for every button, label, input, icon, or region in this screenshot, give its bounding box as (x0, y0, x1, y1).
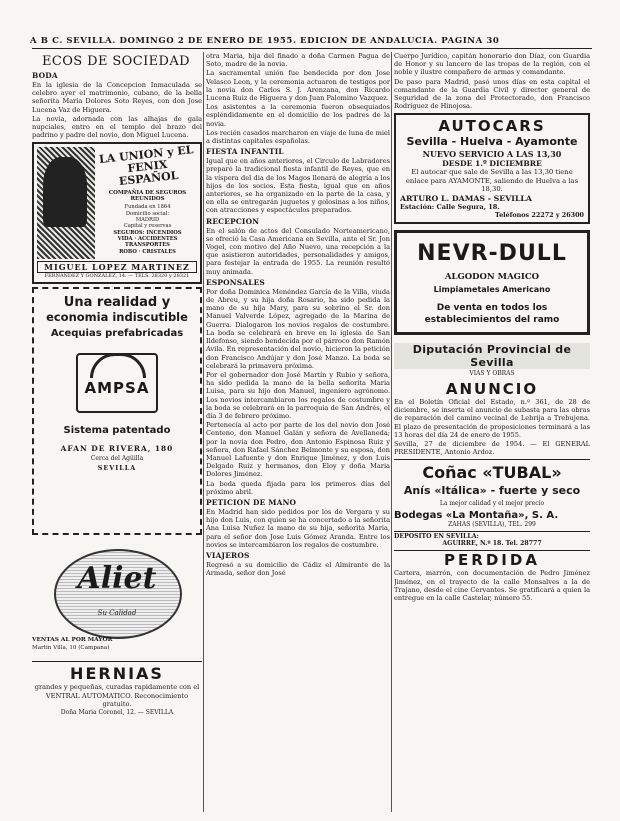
column-right (394, 52, 590, 817)
bird-icon (43, 157, 87, 227)
section-heading: RECEPCION (206, 216, 260, 226)
ad-line: ROBO · CRISTALES (119, 248, 176, 255)
section-heading: PETICION DE MANO (206, 497, 297, 507)
ad-ampsa (32, 287, 202, 535)
section-heading: BODA (32, 71, 58, 80)
section-heading: FIESTA INFANTIL (206, 147, 284, 157)
article-text: Pertenecía al acto por parte de los del novio don José Centeno, don Manuel Galán y señora de Avellaneda; por la novia don Pedro, don Antonio Espinosa Ruiz y señora, don Rafael Sánchez Belmonte y su esposa, don Manuel Lafuente y don Enrique Jiménez, y don Luis Delgado Ruiz y hermanos, don Eloy y doña Maria Dolores Jiménez. (206, 421, 390, 479)
ad-line: Domicilio social: (125, 210, 170, 217)
article-text: Los recién casados marcharon en viaje de luna de miel a distintas capitales españolas. (206, 128, 390, 146)
ad-near: Cerca del Agüilla (90, 455, 144, 463)
ad-bodegas: Bodegas «La Montaña», S. A. (394, 510, 559, 522)
ad-line: SEGUROS: INCENDIOS (113, 229, 182, 236)
article-text: La boda queda fijada para los primeros días del próximo abril. (206, 479, 390, 496)
ad-route: Sevilla - Huelva - Ayamonte (406, 135, 578, 149)
article-text: En el salón de actos del Consulado Norteamericano, se ofreció la Casa Americana en Sevilla, ante el Sr. Jon Vogel, con motivo del Año Nuevo, una recepción a la que asistieron autoridades, personalidades y amigos, para festejar la entrada de 1955. La reunión resultó muy animada. (206, 226, 390, 276)
arch-icon (90, 353, 146, 378)
ad-title: HERNIAS (70, 664, 164, 684)
ad-date: DESDE 1.º DICIEMBRE (442, 159, 542, 169)
ad-line: VIDA · ACCIDENTES (117, 235, 178, 242)
ad-diputacion (394, 343, 590, 377)
page-header: A B C. SEVILLA. DOMINGO 2 DE ENERO DE 1955. EDICION DE ANDALUCIA. PAGINA 30 (30, 36, 500, 46)
ad-line: AGUIRRE, N.º 18. Tel. 28777 (442, 540, 542, 548)
ad-address: ZAHAS (SEVILLA), TEL. 299 (448, 521, 536, 529)
ad-slogan: Su Calidad (97, 609, 137, 618)
logo-text: AMPSA (84, 379, 150, 398)
column-middle (206, 52, 390, 814)
column-left (32, 52, 202, 817)
ad-conac (394, 459, 590, 528)
ad-phones: Teléfonos 22272 y 26300 (495, 211, 584, 220)
ad-brand: LA UNION y EL FENIX ESPAÑOL (98, 143, 194, 189)
ad-sale: De venta en todos los establecimientos del ramo (424, 303, 560, 326)
section-title: ECOS DE SOCIEDAD (42, 54, 190, 69)
article-text: En la iglesia de la Concepcion Inmaculada se celebro ayer el matrimonio, cubano, de la bella señorita Maria Dolores Soto Reyes, con don Jose Lucena Vaz de Higuera. (32, 81, 202, 114)
ad-title: Diputación Provincial de Sevilla (394, 343, 590, 369)
ad-headline: Acequias prefabricadas (50, 328, 184, 340)
ad-headline: Una realidad y (63, 295, 171, 311)
ad-sales-address: Martin Villa, 10 (Campana) (32, 645, 110, 652)
article-text: La novia, adornada con las alhajas de gala nupciales, entro en el templo del brazo del padrino y padre del novio, don Miguel Lucena. (32, 114, 202, 140)
ad-title: AUTOCARS (438, 117, 546, 136)
ad-sub: Limpiametales Americano (433, 285, 551, 295)
article-text: Los asistentes a la ceremonia fueron obsequiados espléndidamente en el domicilio de los padres de la novia. (206, 103, 390, 128)
ad-perdida (394, 550, 590, 602)
ad-autocars (394, 113, 590, 224)
ad-line: TRANSPORTES (125, 242, 170, 249)
article-text: otra Maria, hija del finado a doña Carmen Pagua de Soto, madre de la novia. (206, 52, 390, 69)
ad-agent: MIGUEL LOPEZ MARTINEZ (37, 261, 197, 273)
ad-title: ANUNCIO (445, 380, 539, 399)
article-text: De paso para Madrid, pasó unos días en esta capital el comandante de la Guardia Civil y director general de Seguridad de la zona del Protectorado, don Francisco Rodríguez de Hinojosa. (394, 77, 590, 111)
ad-nevr-dull (394, 230, 590, 335)
ad-sales: VENTAS AL POR MAYOR (32, 637, 113, 644)
ad-address: Doña Maria Coronel, 12. — SEVILLA (60, 709, 174, 717)
ad-line: MADRID (135, 217, 160, 224)
ad-title: NEVR-DULL (417, 241, 567, 267)
ad-line: DEPOSITO EN SEVILLA: (394, 533, 479, 541)
ad-service: NUEVO SERVICIO A LAS 13,30 (422, 149, 562, 160)
ad-station: Estación: Calle Segura, 18. (400, 203, 500, 212)
ad-text: Cartera, marrón, con documentación de Pedro Jiménez Jiménez, en el trayecto de la calle Monsalves a la de Trajano, desde el cine Cervantes. Se gratificará a quien la entregue en la calle Castelar, número 55. (394, 569, 590, 603)
ad-headline: economia indiscutible (46, 310, 188, 325)
column-divider (391, 52, 392, 812)
article-text: Igual que en años anteriores, el Circulo de Labradores preparó la tradicional fiesta infantil de Reyes, que en la víspera del dia de los Magos llenará de alegría a los hijos de los socios. Esta fiesta, igual que en años anteriores, se ha organizado en la parte de la casa, y en ella se entregarán juguetes y golosinas a los niños, con atracciones y espectáculos preparados. (206, 157, 390, 215)
article-text: Por el gobernador don José Martín y Rubio y señora, ha sido pedida la mano de la bella señorita Maria Luisa, para su hijo don Manuel, ingeniero agrónomo. Los novios intercambiaron los regalos de costumbre y la boda se celebrará en la parroquia de San Andrés, el día 3 de febrero próximo. (206, 370, 390, 420)
ad-text: grandes y pequeñas, curadas rapidamente con el VENTRAL AUTOMATICO. Reconocimiento gratuito. (34, 683, 200, 708)
article-text: Regresó a su domicilio de Cádiz el Almirante de la Armada, señor don José (206, 560, 390, 578)
ad-patent: Sistema patentado (63, 425, 171, 437)
ad-deposito (394, 531, 590, 547)
ad-line: Fundada en 1864 (124, 204, 171, 211)
ad-owner: ARTURO L. DAMAS - SEVILLA (400, 194, 532, 204)
ampsa-logo (76, 353, 158, 413)
ad-title: Coñac «TUBAL» (422, 463, 562, 483)
ad-agent-sub: FERNANDEZ Y GONZALEZ, 14. — TELS. 28320 y 28321 (44, 273, 190, 280)
ad-text: El autocar que sale de Sevilla a las 13,30 tiene enlace para AYAMONTE, saliendo de Huelva a las 18,30. (405, 168, 579, 193)
ad-hernias (32, 661, 202, 716)
ad-sub: COMPAÑIA DE SEGUROS REUNIDOS (108, 190, 187, 203)
column-divider (203, 52, 204, 812)
article-text: En Madrid han sido pedidos por los de Vergara y su hijo don Luis, con quien se ha concertado a la señorita Ana Luisa Nuñez la mano de su hija, señorita Maria, para el señor don Jose Luis Gómez Aranda. Entre los novios se intercambiaron los regalos de costumbre. (206, 507, 390, 549)
article-text: Cuerpo Jurídico, capitán honorario don Díaz, con Guardia de Honor y su lancero de las tropas de la región, con el noble y ilustre compañero de armas y comandante. (394, 52, 590, 77)
ad-quality: La mejor calidad y el mejor precio (439, 500, 545, 508)
ad-brand: Aliet (77, 561, 157, 597)
ad-address: AFAN DE RIVERA, 180 (60, 444, 174, 454)
header-rule (32, 48, 592, 49)
ad-sign: Sevilla, 27 de diciembre de 1954. — El GENERAL PRESIDENTE, Antonio Ardoz. (394, 440, 590, 457)
ad-text: En el Boletín Oficial del Estado, n.º 361, de 28 de diciembre, se inserta el anuncio de subasta para las obras de reparación del camino vecinal de Lebrija a Trebujena. El plazo de presentación de proposiciones terminará a las 13 horas del día 24 de enero de 1955. (394, 398, 590, 439)
ad-city: SEVILLA (97, 464, 137, 473)
ad-union-fenix (32, 142, 202, 284)
ad-sub: ALGODON MAGICO (444, 272, 540, 283)
ad-anuncio (394, 380, 590, 456)
section-heading: VIAJEROS (206, 550, 250, 560)
article-text: La sacramental unión fue bendecida por don Jose Velasco Leon, y la ceremonia actuaron de testigos por la novia don Carlos S. J. Arenzana, don Ricardo Lucena Ruiz de Higuera y don Juan Palomino Vazquez. (206, 69, 390, 103)
ad-title: Anís «Itálica» - fuerte y seco (403, 484, 581, 498)
section-heading: ESPONSALES (206, 277, 265, 287)
ad-sub: VIAS Y OBRAS (469, 370, 515, 378)
ad-title: PERDIDA (444, 551, 540, 570)
ad-line: Capital y reservas (123, 223, 172, 230)
fenix-bird-illustration (37, 147, 95, 259)
ad-aliet (32, 543, 202, 655)
article-text: Por doña Dominica Menéndez García de la Villa, viuda de Abreu, y su hija doña Rosario, ha sido pedida la mano de su hija Mary, para su sobrino el Sr. don Manuel Valverde López, agregado de la Marina de Guerra. Dialogaron los novios regalos de costumbre. La boda se celebrará en breve en la iglesia de San Ildefonso, siendo bendecida por el párroco don Ramón Avila. En representación del novio, hicieron la petición don Francisco Andújar y don José Manzo. La boda se celebrará la primavera próxima. (206, 287, 390, 370)
